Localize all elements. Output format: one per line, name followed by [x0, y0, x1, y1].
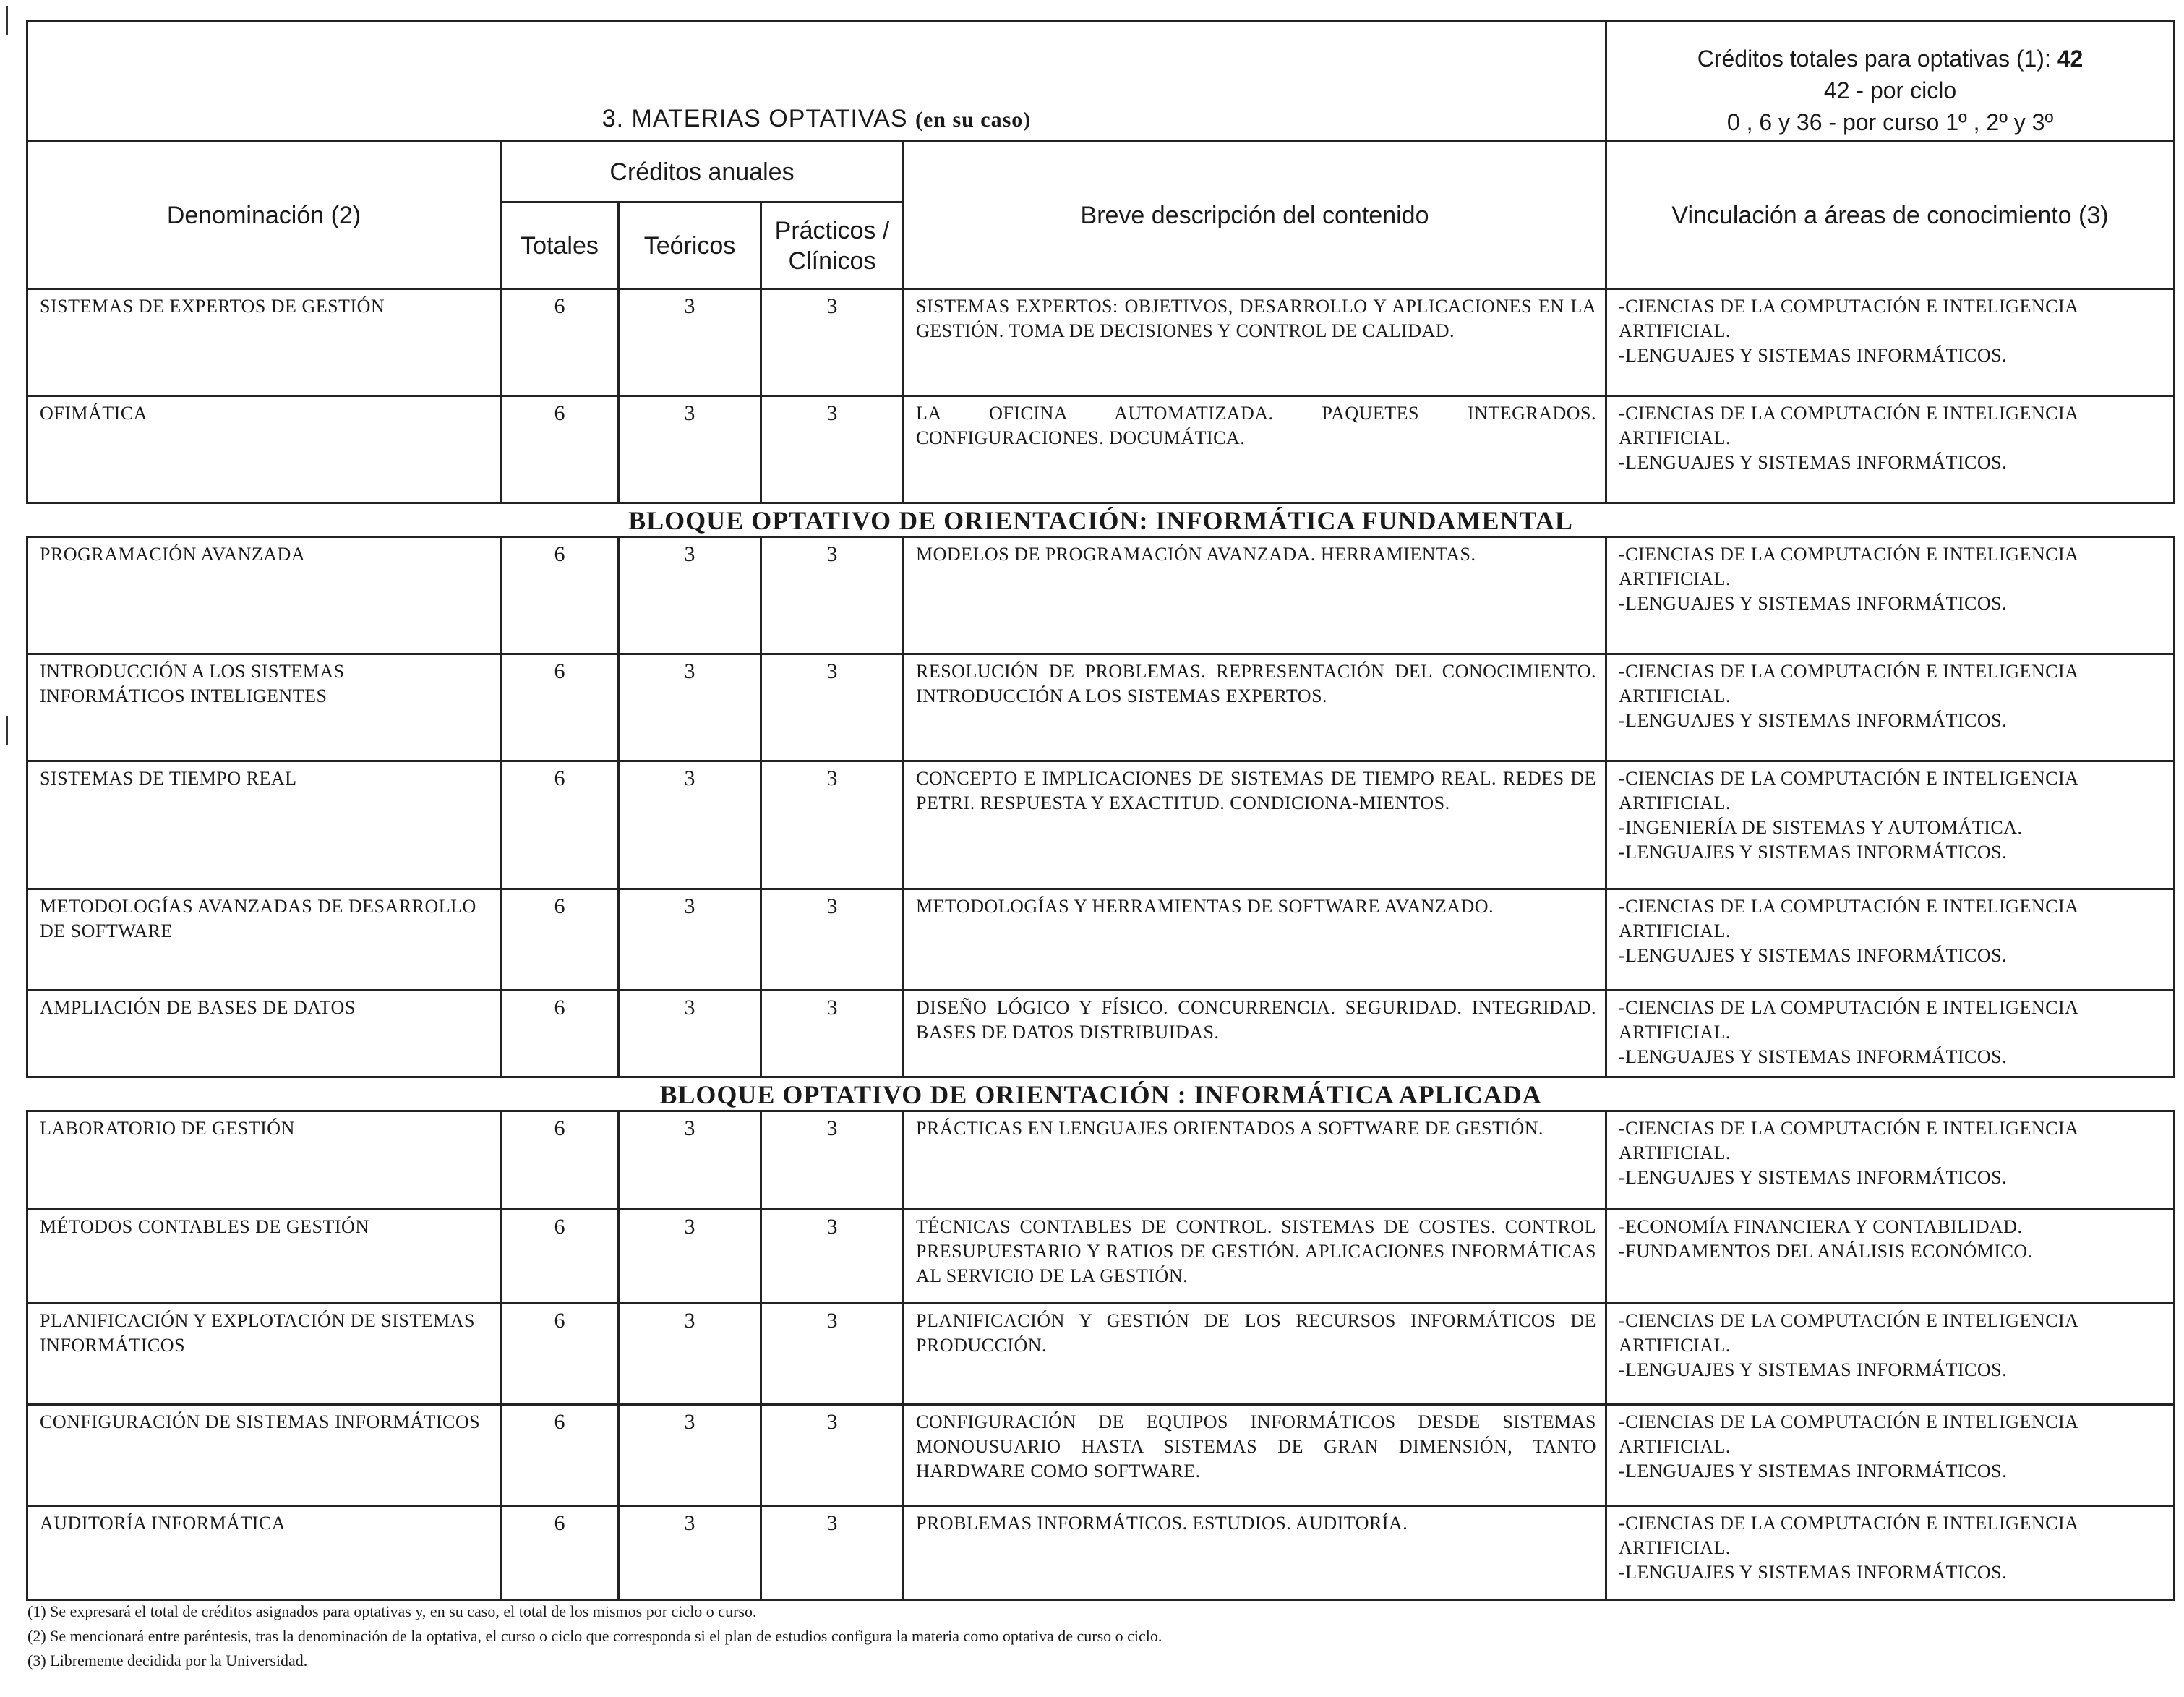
credits-practicos: 3 — [761, 1506, 904, 1600]
block-title: BLOQUE OPTATIVO DE ORIENTACIÓN : INFORMÁTICA APLICADA — [659, 1080, 1542, 1109]
knowledge-area: -CIENCIAS DE LA COMPUTACIÓN E INTELIGENCIA ARTIFICIAL. — [1619, 1310, 2078, 1356]
block-title-row — [27, 503, 2175, 537]
footnotes — [27, 1599, 1162, 1673]
knowledge-area: -LENGUAJES Y SISTEMAS INFORMÁTICOS. — [1619, 1461, 2008, 1482]
knowledge-area: -FUNDAMENTOS DEL ANÁLISIS ECONÓMICO. — [1619, 1241, 2033, 1262]
credits-teoricos: 3 — [619, 654, 761, 761]
subject-description: CONFIGURACIÓN DE EQUIPOS INFORMÁTICOS DESDE SISTEMAS MONOUSUARIO HASTA SISTEMAS DE GRAN DIMENSIÓN, TANTO HARDWARE COMO SOFTWARE. — [904, 1405, 1606, 1506]
credits-teoricos: 3 — [619, 761, 761, 889]
optativas-sheet — [26, 20, 2173, 1601]
knowledge-area: -CIENCIAS DE LA COMPUTACIÓN E INTELIGENCIA ARTIFICIAL. — [1619, 1118, 2078, 1163]
table-row — [27, 991, 2175, 1077]
credits-practicos: 3 — [761, 396, 904, 503]
credits-practicos: 3 — [761, 1405, 904, 1506]
col-teoricos: Teóricos — [619, 202, 761, 289]
table-row — [27, 654, 2175, 761]
knowledge-area: -LENGUAJES Y SISTEMAS INFORMÁTICOS. — [1619, 345, 2008, 366]
subject-name: SISTEMAS DE EXPERTOS DE GESTIÓN — [27, 289, 501, 396]
subject-description: SISTEMAS EXPERTOS: OBJETIVOS, DESARROLLO Y APLICACIONES EN LA GESTIÓN. TOMA DE DECISIONES Y CONTROL DE CALIDAD. — [904, 289, 1606, 396]
credits-practicos: 3 — [761, 654, 904, 761]
knowledge-area: -LENGUAJES Y SISTEMAS INFORMÁTICOS. — [1619, 1167, 2008, 1188]
credits-practicos: 3 — [761, 537, 904, 654]
knowledge-areas — [1606, 1304, 2175, 1405]
knowledge-areas — [1606, 289, 2175, 396]
knowledge-area: -LENGUAJES Y SISTEMAS INFORMÁTICOS. — [1619, 710, 2008, 731]
knowledge-area: -CIENCIAS DE LA COMPUTACIÓN E INTELIGENCIA ARTIFICIAL. — [1619, 768, 2078, 813]
credits-totales: 6 — [501, 396, 619, 503]
knowledge-area: -CIENCIAS DE LA COMPUTACIÓN E INTELIGENCIA ARTIFICIAL. — [1619, 296, 2078, 341]
credits-practicos: 3 — [761, 991, 904, 1077]
knowledge-areas — [1606, 1111, 2175, 1210]
credits-totales: 6 — [501, 654, 619, 761]
knowledge-area: -CIENCIAS DE LA COMPUTACIÓN E INTELIGENCIA ARTIFICIAL. — [1619, 661, 2078, 706]
knowledge-area: -ECONOMÍA FINANCIERA Y CONTABILIDAD. — [1619, 1216, 2023, 1237]
subject-name: PROGRAMACIÓN AVANZADA — [27, 537, 501, 654]
credits-practicos: 3 — [761, 889, 904, 991]
knowledge-area: -LENGUAJES Y SISTEMAS INFORMÁTICOS. — [1619, 1359, 2008, 1380]
column-header-row — [27, 142, 2175, 202]
knowledge-area: -LENGUAJES Y SISTEMAS INFORMÁTICOS. — [1619, 593, 2008, 614]
subject-description: MODELOS DE PROGRAMACIÓN AVANZADA. HERRAMIENTAS. — [904, 537, 1606, 654]
section-title-suffix: (en su caso) — [915, 108, 1032, 132]
knowledge-area: -CIENCIAS DE LA COMPUTACIÓN E INTELIGENCIA ARTIFICIAL. — [1619, 997, 2078, 1043]
section-title — [27, 22, 1606, 142]
credits-practicos: 3 — [761, 1304, 904, 1405]
subject-name: LABORATORIO DE GESTIÓN — [27, 1111, 501, 1210]
block-title-row — [27, 1077, 2175, 1111]
subject-description: PRÁCTICAS EN LENGUAJES ORIENTADOS A SOFTWARE DE GESTIÓN. — [904, 1111, 1606, 1210]
credits-practicos: 3 — [761, 289, 904, 396]
knowledge-area: -LENGUAJES Y SISTEMAS INFORMÁTICOS. — [1619, 452, 2008, 473]
table-row — [27, 1304, 2175, 1405]
subject-description: DISEÑO LÓGICO Y FÍSICO. CONCURRENCIA. SEGURIDAD. INTEGRIDAD. BASES DE DATOS DISTRIBUIDAS. — [904, 991, 1606, 1077]
knowledge-area: -CIENCIAS DE LA COMPUTACIÓN E INTELIGENCIA ARTIFICIAL. — [1619, 544, 2078, 589]
subject-name: MÉTODOS CONTABLES DE GESTIÓN — [27, 1210, 501, 1304]
credits-summary — [1606, 22, 2175, 142]
footnote-2: (2) Se mencionará entre paréntesis, tras la denominación de la optativa, el curso o ciclo que corresponda si el plan de estudios configura la materia como optativa de curso o ciclo. — [27, 1627, 1162, 1645]
credits-totales: 6 — [501, 289, 619, 396]
credits-teoricos: 3 — [619, 1506, 761, 1600]
subject-name: INTRODUCCIÓN A LOS SISTEMAS INFORMÁTICOS INTELIGENTES — [27, 654, 501, 761]
credits-teoricos: 3 — [619, 889, 761, 991]
subject-name: METODOLOGÍAS AVANZADAS DE DESARROLLO DE SOFTWARE — [27, 889, 501, 991]
credits-per-course: 0 , 6 y 36 - por curso 1º , 2º y 3º — [1726, 109, 2054, 135]
table-row — [27, 1210, 2175, 1304]
table-row — [27, 1506, 2175, 1600]
knowledge-areas — [1606, 537, 2175, 654]
table-row — [27, 889, 2175, 991]
subject-name: CONFIGURACIÓN DE SISTEMAS INFORMÁTICOS — [27, 1405, 501, 1506]
credits-totales: 6 — [501, 761, 619, 889]
table-row — [27, 1111, 2175, 1210]
col-denominacion: Denominación (2) — [27, 142, 501, 289]
footnote-1: (1) Se expresará el total de créditos asignados para optativas y, en su caso, el total de los mismos por ciclo o curso. — [27, 1602, 757, 1620]
credits-teoricos: 3 — [619, 289, 761, 396]
credits-totales: 6 — [501, 1304, 619, 1405]
margin-mark — [6, 716, 8, 745]
col-totales: Totales — [501, 202, 619, 289]
footnote-3: (3) Libremente decidida por la Universidad. — [27, 1651, 308, 1670]
credits-totales: 6 — [501, 537, 619, 654]
col-vinculacion: Vinculación a áreas de conocimiento (3) — [1606, 142, 2175, 289]
table-row — [27, 1405, 2175, 1506]
subject-description: LA OFICINA AUTOMATIZADA. PAQUETES INTEGRADOS. CONFIGURACIONES. DOCUMÁTICA. — [904, 396, 1606, 503]
credits-practicos: 3 — [761, 761, 904, 889]
credits-teoricos: 3 — [619, 1111, 761, 1210]
knowledge-areas — [1606, 1210, 2175, 1304]
credits-totales: 6 — [501, 991, 619, 1077]
knowledge-area: -CIENCIAS DE LA COMPUTACIÓN E INTELIGENCIA ARTIFICIAL. — [1619, 1411, 2078, 1457]
knowledge-areas — [1606, 889, 2175, 991]
credits-total-value: 42 — [2057, 46, 2084, 72]
credits-totales: 6 — [501, 1111, 619, 1210]
credits-per-cycle: 42 - por ciclo — [1823, 77, 1957, 103]
knowledge-area: -LENGUAJES Y SISTEMAS INFORMÁTICOS. — [1619, 1046, 2008, 1067]
subject-description: TÉCNICAS CONTABLES DE CONTROL. SISTEMAS DE COSTES. CONTROL PRESUPUESTARIO Y RATIOS DE GESTIÓN. APLICACIONES INFORMÁTICAS AL SERVICIO DE LA GESTIÓN. — [904, 1210, 1606, 1304]
credits-teoricos: 3 — [619, 537, 761, 654]
subject-name: PLANIFICACIÓN Y EXPLOTACIÓN DE SISTEMAS INFORMÁTICOS — [27, 1304, 501, 1405]
credits-total-label: Créditos totales para optativas (1): — [1697, 46, 2051, 72]
credits-totales: 6 — [501, 1405, 619, 1506]
knowledge-areas — [1606, 396, 2175, 503]
section-title-text: 3. MATERIAS OPTATIVAS — [601, 105, 908, 132]
credits-teoricos: 3 — [619, 1304, 761, 1405]
col-practicos: Prácticos / Clínicos — [761, 202, 904, 289]
knowledge-areas — [1606, 1506, 2175, 1600]
subject-description: CONCEPTO E IMPLICACIONES DE SISTEMAS DE TIEMPO REAL. REDES DE PETRI. RESPUESTA Y EXACTITUD. CONDICIONA-MIENTOS. — [904, 761, 1606, 889]
knowledge-areas — [1606, 991, 2175, 1077]
table-row — [27, 289, 2175, 396]
knowledge-area: -LENGUAJES Y SISTEMAS INFORMÁTICOS. — [1619, 842, 2008, 863]
subject-description: METODOLOGÍAS Y HERRAMIENTAS DE SOFTWARE AVANZADO. — [904, 889, 1606, 991]
knowledge-areas — [1606, 761, 2175, 889]
optativas-table — [26, 20, 2175, 1601]
credits-teoricos: 3 — [619, 1405, 761, 1506]
knowledge-area: -LENGUAJES Y SISTEMAS INFORMÁTICOS. — [1619, 1562, 2008, 1583]
table-row — [27, 761, 2175, 889]
subject-name: SISTEMAS DE TIEMPO REAL — [27, 761, 501, 889]
margin-mark — [6, 6, 8, 35]
subject-description: PROBLEMAS INFORMÁTICOS. ESTUDIOS. AUDITORÍA. — [904, 1506, 1606, 1600]
credits-totales: 6 — [501, 889, 619, 991]
credits-teoricos: 3 — [619, 991, 761, 1077]
knowledge-area: -LENGUAJES Y SISTEMAS INFORMÁTICOS. — [1619, 945, 2008, 966]
credits-teoricos: 3 — [619, 396, 761, 503]
credits-practicos: 3 — [761, 1111, 904, 1210]
knowledge-area: -INGENIERÍA DE SISTEMAS Y AUTOMÁTICA. — [1619, 817, 2023, 838]
knowledge-areas — [1606, 654, 2175, 761]
subject-name: OFIMÁTICA — [27, 396, 501, 503]
table-row — [27, 537, 2175, 654]
block-title: BLOQUE OPTATIVO DE ORIENTACIÓN: INFORMÁTICA FUNDAMENTAL — [628, 506, 1573, 535]
credits-totales: 6 — [501, 1506, 619, 1600]
table-row — [27, 396, 2175, 503]
knowledge-area: -CIENCIAS DE LA COMPUTACIÓN E INTELIGENCIA ARTIFICIAL. — [1619, 896, 2078, 941]
knowledge-areas — [1606, 1405, 2175, 1506]
subject-description: PLANIFICACIÓN Y GESTIÓN DE LOS RECURSOS INFORMÁTICOS DE PRODUCCIÓN. — [904, 1304, 1606, 1405]
credits-totales: 6 — [501, 1210, 619, 1304]
knowledge-area: -CIENCIAS DE LA COMPUTACIÓN E INTELIGENCIA ARTIFICIAL. — [1619, 403, 2078, 448]
subject-description: RESOLUCIÓN DE PROBLEMAS. REPRESENTACIÓN DEL CONOCIMIENTO. INTRODUCCIÓN A LOS SISTEMAS EXPERTOS. — [904, 654, 1606, 761]
credits-teoricos: 3 — [619, 1210, 761, 1304]
subject-name: AMPLIACIÓN DE BASES DE DATOS — [27, 991, 501, 1077]
col-descripcion: Breve descripción del contenido — [904, 142, 1606, 289]
subject-name: AUDITORÍA INFORMÁTICA — [27, 1506, 501, 1600]
header-row — [27, 22, 2175, 142]
col-creditos-anuales: Créditos anuales — [501, 142, 904, 202]
knowledge-area: -CIENCIAS DE LA COMPUTACIÓN E INTELIGENCIA ARTIFICIAL. — [1619, 1513, 2078, 1558]
credits-practicos: 3 — [761, 1210, 904, 1304]
